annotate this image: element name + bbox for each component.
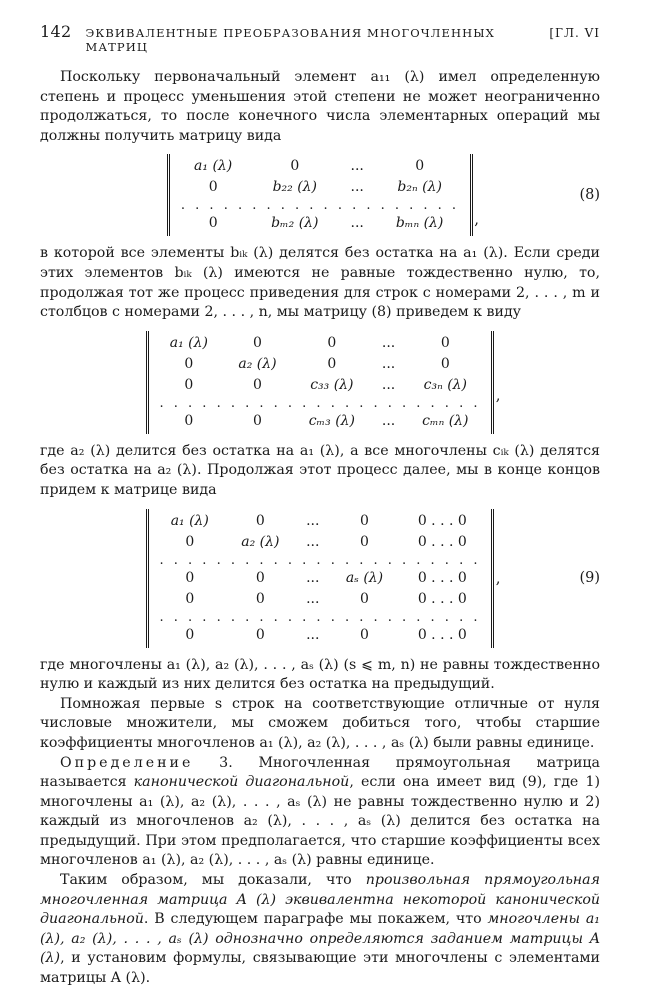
matrix-row	[155, 589, 486, 610]
matrix-cell: 0	[327, 355, 337, 372]
matrix-cell: 0	[360, 626, 369, 643]
matrix-cell: ...	[381, 412, 396, 429]
paragraph-5: Помножая первые s строк на соответствующие отличные от нуля числовые множители, мы сможем добиться того, чтобы старшие коэффициенты многочленов a₁ (λ), a₂ (λ), . . . , aₛ (λ) были равны единице.	[40, 695, 600, 751]
paragraph-3: где a₂ (λ) делится без остатка на a₁ (λ), а все многочлены cᵢₖ (λ) делятся без остатка на a₂ (λ). Продолжая этот процесс далее, мы в конце концов придем к матрице вида	[40, 442, 600, 498]
matrix-row	[155, 532, 486, 553]
matrix-cell: 0 . . . 0	[417, 533, 467, 550]
paragraph-1: Поскольку первоначальный элемент a₁₁ (λ) имел определенную степень и процесс уменьшения этой степени не может неограниченно продолжаться, то после конечного числа элементарных операций мы должны получить матрицу вида	[40, 69, 600, 144]
matrix-dots: . . . . . . . . . . . . . . . . . . . . . . .	[159, 395, 481, 411]
matrix-cell: ...	[306, 626, 320, 643]
matrix-cell: a₂ (λ)	[241, 533, 280, 550]
matrix-cell: c₃ₙ (λ)	[423, 376, 468, 393]
definition-term: Определение	[60, 754, 194, 771]
matrix-cell: 0	[253, 376, 262, 393]
matrix-cell: bₘ₂ (λ)	[271, 215, 319, 232]
equation-8	[40, 154, 600, 236]
matrix-cell: 0	[185, 590, 195, 607]
matrix-row	[155, 511, 486, 532]
matrix-cell: 0	[255, 569, 265, 586]
matrix-cell: a₁ (λ)	[170, 512, 209, 529]
matrix-comma: ,	[495, 385, 501, 404]
matrix-cell: 0	[440, 334, 450, 351]
matrix-row	[176, 177, 464, 198]
matrix-cell: b₂₂ (λ)	[272, 179, 317, 196]
matrix-cell: ...	[381, 355, 396, 372]
conclusion-emphasis-1: произвольная прямоугольная многочленная матрица A (λ) эквивалентна некоторой канонической диагональной	[40, 872, 601, 928]
matrix-9	[146, 509, 501, 648]
definition-text-a: 3. Многочленная прямоугольная матрица называется	[40, 754, 600, 791]
matrix-row	[176, 213, 464, 234]
matrix-cell: 0	[185, 569, 195, 586]
page-header	[40, 22, 600, 54]
equation-number-8: (8)	[579, 187, 600, 204]
matrix-comma: ,	[495, 568, 501, 587]
book-page	[40, 22, 600, 989]
matrix-cell: 0	[253, 334, 262, 351]
conclusion-text-b: . В следующем параграфе мы покажем, что	[143, 911, 488, 928]
matrix-cell: cₘ₃ (λ)	[308, 412, 356, 429]
matrix-cell: bₘₙ (λ)	[395, 215, 444, 232]
matrix-dots: . . . . . . . . . . . . . . . . . . . . . . .	[159, 552, 481, 568]
matrix-cell: ...	[306, 512, 320, 529]
conclusion-text-c: , и установим формулы, связывающие эти многочлены с элементами матрицы A (λ).	[40, 950, 600, 987]
matrix-cell: ...	[350, 179, 364, 196]
matrix-cell: 0	[185, 533, 195, 550]
matrix-cell: aₛ (λ)	[345, 569, 384, 586]
matrix-cell: cₘₙ (λ)	[422, 412, 469, 429]
matrix-cell: a₂ (λ)	[238, 355, 277, 372]
matrix-row	[155, 354, 486, 375]
matrix-row	[176, 156, 464, 177]
paragraph-7	[40, 871, 600, 989]
matrix-dots-row	[155, 610, 486, 625]
chapter-label: [ГЛ. VI	[549, 26, 600, 40]
matrix-cell: 0	[185, 626, 195, 643]
paragraph-6	[40, 754, 600, 872]
matrix-cell: 0	[255, 626, 265, 643]
conclusion-emphasis-2: многочлены a₁ (λ), a₂ (λ), . . . , aₛ (λ) однозначно определяются заданием матрицы A (λ)	[40, 911, 600, 967]
matrix-comma: ,	[474, 210, 480, 229]
paragraph-2: в которой все элементы bᵢₖ (λ) делятся без остатка на a₁ (λ). Если среди этих элементов bᵢₖ (λ) имеются не равные тождественно нулю, то, продолжая тот же процесс приведения для строк с номерами 2, . . . , m и столбцов с номерами 2, . . . , n, мы матрицу (8) приведем к виду	[40, 245, 600, 321]
matrix-cell: 0	[184, 376, 194, 393]
matrix-cell: 0	[255, 512, 265, 529]
matrix-row	[155, 625, 486, 646]
matrix-cell: b₂ₙ (λ)	[397, 179, 442, 196]
definition-text-b: , если она имеет вид (9), где 1) многочлены a₁ (λ), a₂ (λ), . . . , aₛ (λ) не равны тождественно нулю и 2) каждый из многочленов a₂ (λ), . . . , aₛ (λ) делится без остатка на предыдущий. При этом предполагается, что старшие коэффициенты всех многочленов a₁ (λ), a₂ (λ), . . . , aₛ (λ) равны единице.	[40, 774, 601, 869]
matrix-row	[155, 333, 486, 354]
matrix-dots: . . . . . . . . . . . . . . . . . . . .	[180, 198, 460, 214]
running-title: ЭКВИВАЛЕНТНЫЕ ПРЕОБРАЗОВАНИЯ МНОГОЧЛЕННЫХ МАТРИЦ	[85, 26, 495, 54]
matrix-row	[155, 375, 486, 396]
matrix-cell: 0	[327, 334, 337, 351]
matrix-cell: 0	[184, 412, 194, 429]
matrix-cell: ...	[306, 590, 320, 607]
matrix-cell: 0	[360, 533, 369, 550]
matrix-cell: 0	[184, 355, 194, 372]
matrix-cell: 0 . . . 0	[417, 626, 467, 643]
matrix-cell: ...	[381, 334, 396, 351]
matrix-row	[155, 568, 486, 589]
matrix-cell: 0	[253, 412, 262, 429]
matrix-cell: 0	[255, 590, 265, 607]
matrix-cell: 0	[208, 179, 218, 196]
matrix-cell: ...	[381, 376, 396, 393]
matrix-cell: ...	[306, 533, 320, 550]
matrix-cell: ...	[306, 569, 320, 586]
matrix-cell: 0	[290, 158, 300, 175]
conclusion-text-a: Таким образом, мы доказали, что	[60, 872, 366, 889]
matrix-cell: 0	[208, 215, 218, 232]
matrix-cell: 0 . . . 0	[417, 512, 467, 529]
matrix-cell: 0	[415, 158, 425, 175]
matrix-8	[167, 154, 480, 236]
equation-number-9: (9)	[579, 570, 600, 587]
paragraph-4: где многочлены a₁ (λ), a₂ (λ), . . . , aₛ (λ) (s ⩽ m, n) не равны тождественно нулю и каждый из них делится без остатка на предыдущий.	[40, 656, 600, 693]
matrix-cell: 0	[440, 355, 450, 372]
matrix-cell: a₁ (λ)	[169, 334, 208, 351]
equation-intermediate	[40, 331, 600, 434]
page-number: 142	[40, 22, 72, 41]
matrix-dots-row	[155, 553, 486, 568]
equation-9	[40, 509, 600, 648]
matrix-cell: 0	[360, 512, 369, 529]
matrix-cell: 0 . . . 0	[417, 569, 467, 586]
matrix-cell: c₃₃ (λ)	[310, 376, 354, 393]
matrix-dots-row	[155, 396, 486, 411]
matrix-cell: ...	[350, 158, 364, 175]
matrix-cell: 0	[360, 590, 369, 607]
matrix-intermediate	[146, 331, 501, 434]
matrix-row	[155, 411, 486, 432]
matrix-cell: a₁ (λ)	[194, 158, 233, 175]
matrix-cell: ...	[350, 215, 364, 232]
matrix-cell: 0 . . . 0	[417, 590, 467, 607]
definition-emphasis: канонической диагональной	[133, 774, 350, 791]
matrix-dots: . . . . . . . . . . . . . . . . . . . . . . .	[159, 609, 481, 625]
matrix-dots-row	[176, 198, 464, 213]
